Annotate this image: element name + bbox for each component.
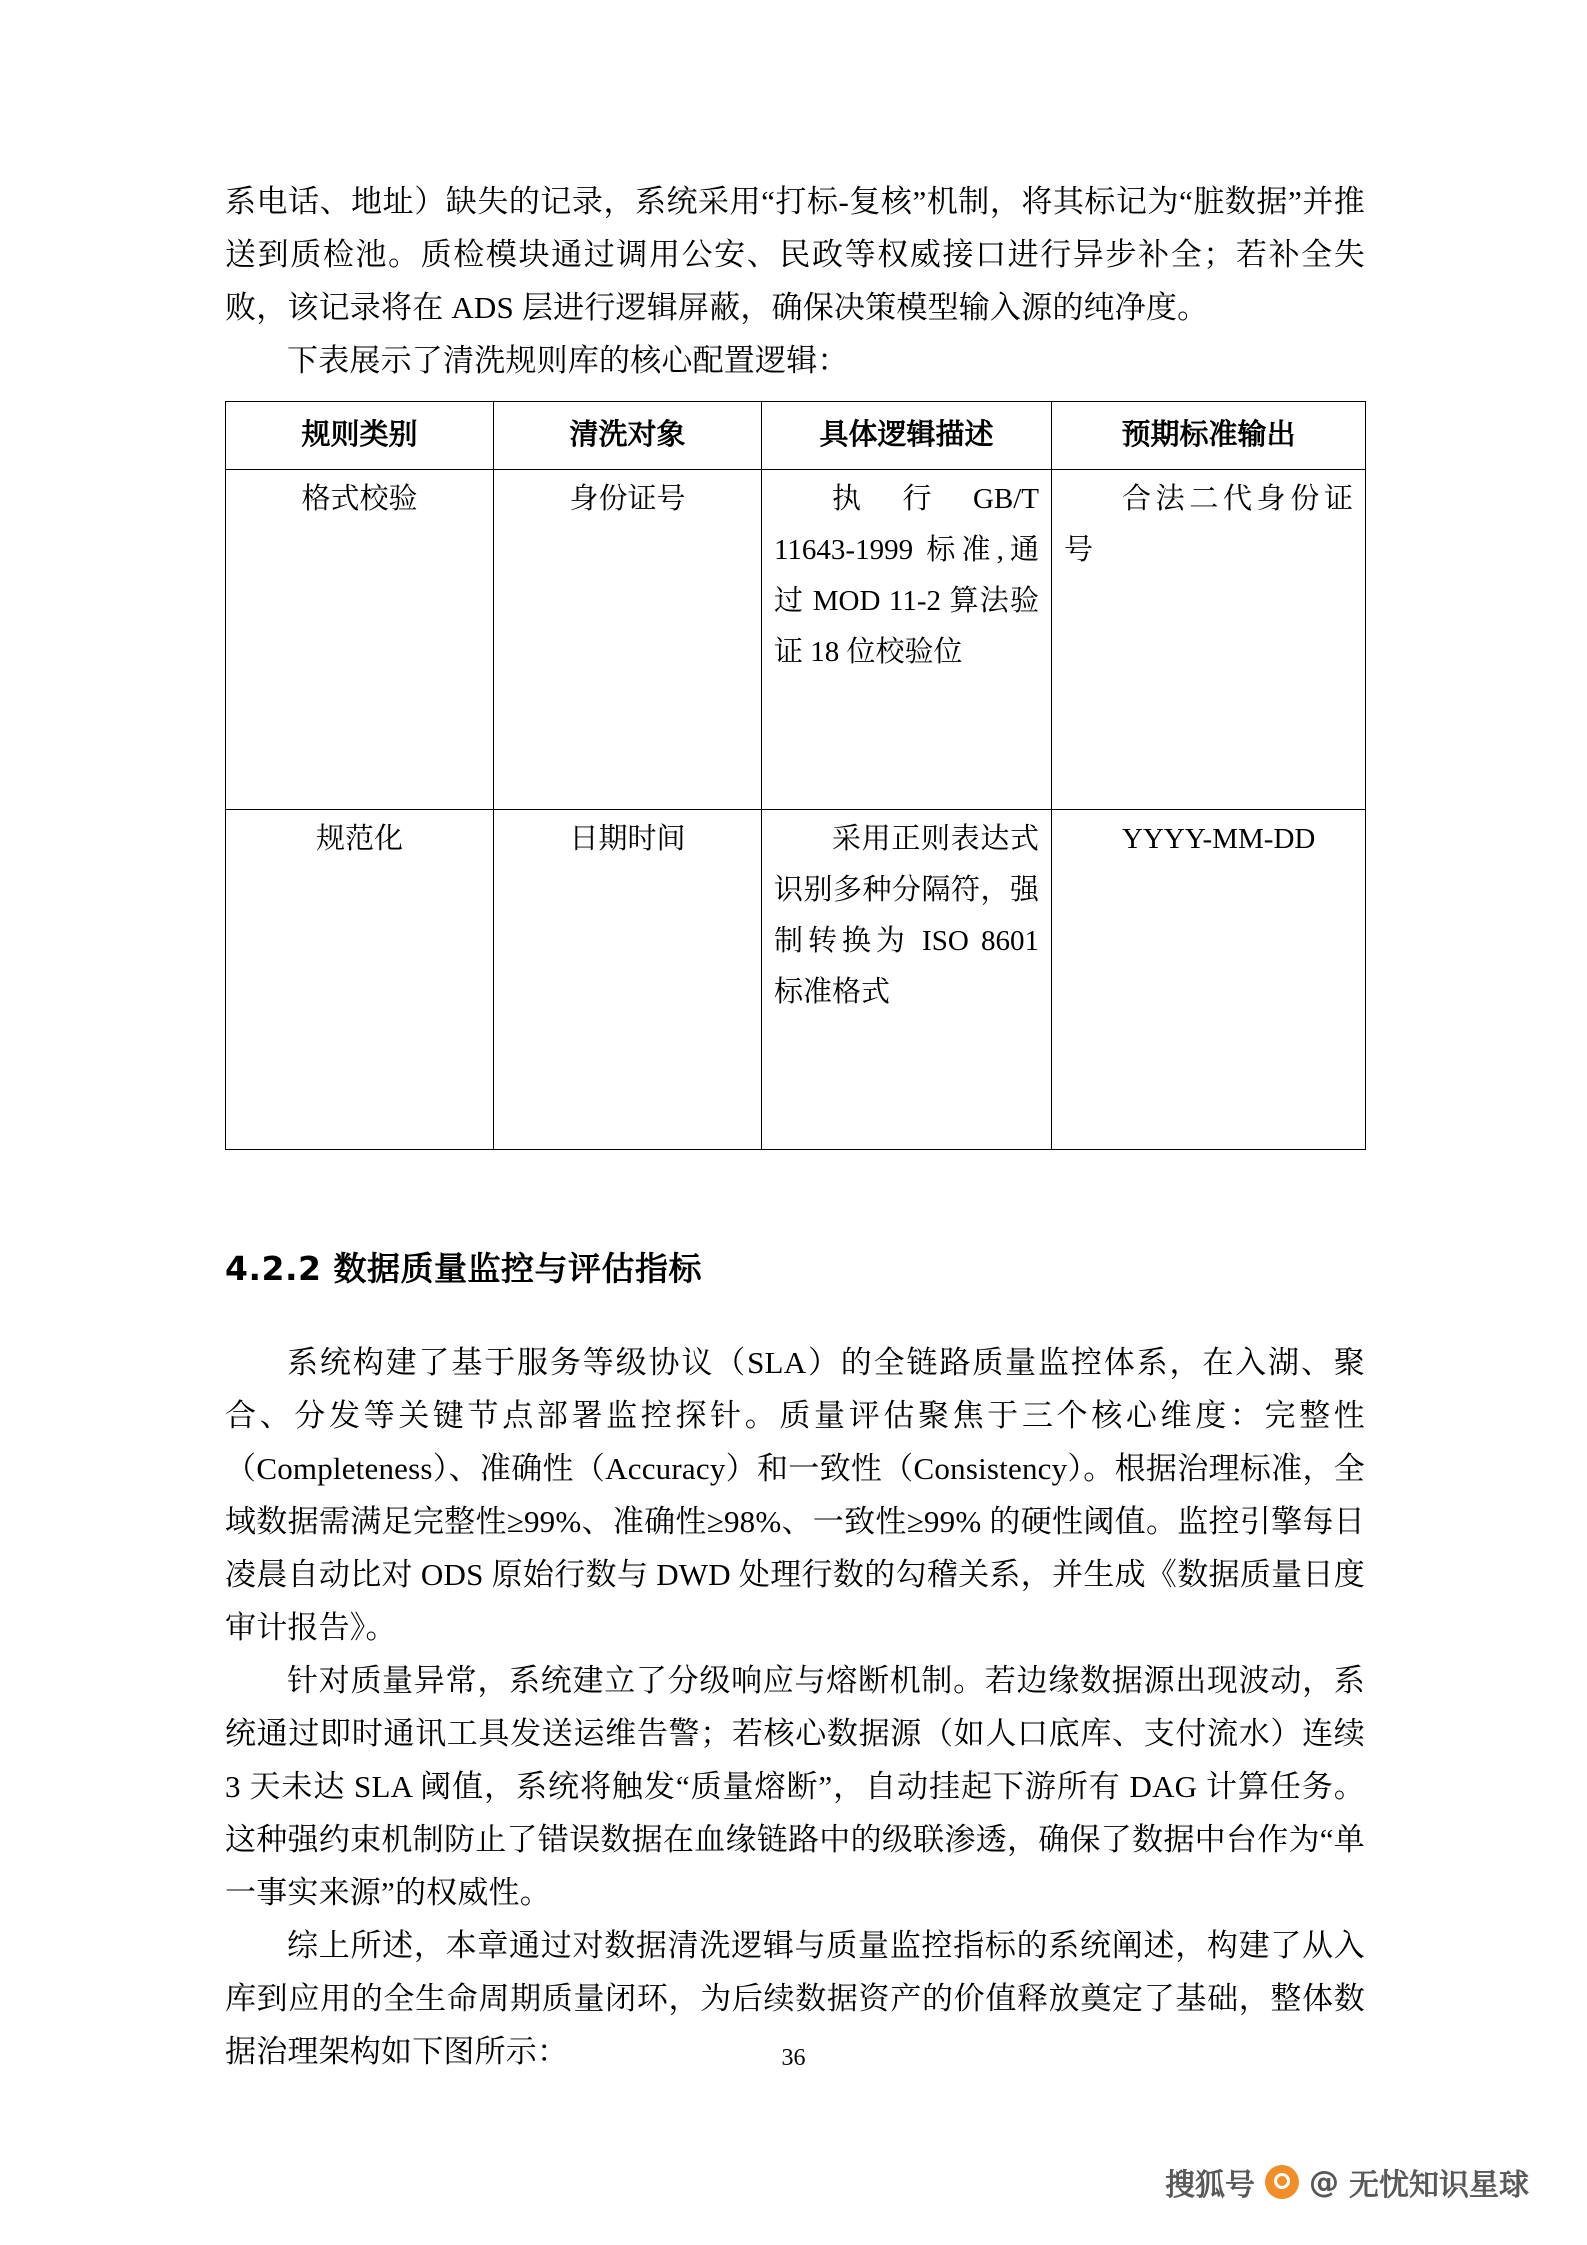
table-cell-logic: 采用正则表达式识别多种分隔符，强制转换为 ISO 8601 标准格式 (762, 810, 1052, 1150)
table-header-output: 预期标准输出 (1052, 402, 1366, 470)
table-row (226, 810, 1366, 1150)
table-row (226, 470, 1366, 810)
table-header-target: 清洗对象 (494, 402, 762, 470)
spacer-after-heading (225, 1292, 1365, 1336)
watermark-prefix: 搜狐号 (1165, 2168, 1255, 2203)
table-header-logic: 具体逻辑描述 (762, 402, 1052, 470)
watermark-separator: @ (1309, 2164, 1339, 2200)
table-cell-rule-type: 规范化 (226, 810, 494, 1150)
watermark (1165, 2160, 1529, 2204)
sohu-logo-icon (1265, 2165, 1299, 2199)
table-header-row (226, 402, 1366, 470)
spacer-after-table (225, 1150, 1365, 1246)
table-cell-target: 日期时间 (494, 810, 762, 1150)
paragraph-summary: 综上所述，本章通过对数据清洗逻辑与质量监控指标的系统阐述，构建了从入库到应用的全生命周期质量闭环，为后续数据资产的价值释放奠定了基础，整体数据治理架构如下图所示： (225, 1928, 1365, 2069)
table-cell-logic: 执 行 GB/T 11643-1999 标准,通过 MOD 11-2 算法验证 18 位校验位 (762, 470, 1052, 810)
paragraph-table-lead: 下表展示了清洗规则库的核心配置逻辑： (287, 343, 849, 378)
paragraph-intro: 系电话、地址）缺失的记录，系统采用“打标-复核”机制，将其标记为“脏数据”并推送到质检池。质检模块通过调用公安、民政等权威接口进行异步补全；若补全失败，该记录将在 ADS 层进行逻辑屏蔽，确保决策模型输入源的纯净度。 (225, 184, 1365, 325)
page-number: 36 (781, 2045, 806, 2071)
paragraph-sla-monitoring: 系统构建了基于服务等级协议（SLA）的全链路质量监控体系，在入湖、聚合、分发等关键节点部署监控探针。质量评估聚焦于三个核心维度：完整性（Completeness）、准确性（Accuracy）和一致性（Consistency）。根据治理标准，全域数据需满足完整性≥99%、准确性≥98%、一致性≥99% 的硬性阈值。监控引擎每日凌晨自动比对 ODS 原始行数与 DWD 处理行数的勾稽关系，并生成《数据质量日度审计报告》。 (225, 1345, 1365, 1645)
cleaning-rules-table (225, 401, 1366, 1150)
watermark-name: 无忧知识星球 (1349, 2168, 1529, 2203)
section-heading-422: 4.2.2 数据质量监控与评估指标 (225, 1249, 702, 1288)
page-content (225, 175, 1365, 2078)
table-cell-rule-type: 格式校验 (226, 470, 494, 810)
table-cell-output: YYYY-MM-DD (1052, 810, 1366, 1150)
paragraph-anomaly-response: 针对质量异常，系统建立了分级响应与熔断机制。若边缘数据源出现波动，系统通过即时通讯工具发送运维告警；若核心数据源（如人口底库、支付流水）连续 3 天未达 SLA 阈值，系统将触发“质量熔断”，自动挂起下游所有 DAG 计算任务。这种强约束机制防止了错误数据在血缘链路中的级联渗透，确保了数据中台作为“单一事实来源”的权威性。 (225, 1663, 1365, 1910)
table-header-rule-type: 规则类别 (226, 402, 494, 470)
table-cell-output: 合法二代身份证号 (1052, 470, 1366, 810)
table-cell-target: 身份证号 (494, 470, 762, 810)
